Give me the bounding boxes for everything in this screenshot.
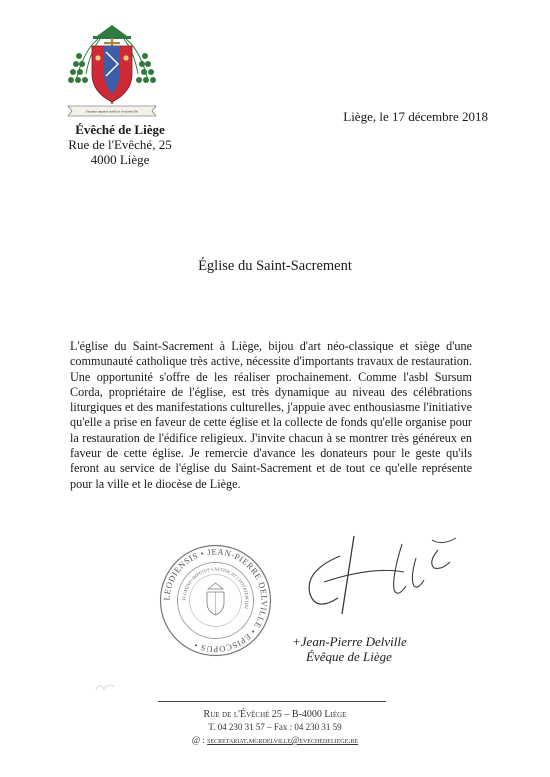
letter-body: L'église du Saint-Sacrement à Liège, bijou d'art néo-classique et siège d'une communauté catholique très active, nécessite d'importants travaux de restauration. Une opportunité s'offre de les réaliser prochainement. Comme l'asbl Sursum Corda, propriétaire de l'église, est très dynamique au niveau des célébrations liturgiques et des manifestations culturelles, j'appuie avec enthousiasme l'initiative qu'elle a prise en faveur de cette église et la collecte de fonds qu'elle organise pour la restauration de l'édifice religieux. J'invite chacun à se montrer très généreux en faveur de cette église. Je remercie d'avance les donateurs pour le geste qu'ils feront au service de l'église du Saint-Sacrement et de tout ce qu'elle représente pour la ville et le diocèse de Liège. (70, 339, 472, 491)
seal-outer-text: LEODIENSIS • JEAN-PIERRE DELVILLE • EPISCOPUS • (161, 546, 270, 655)
footer-email-line (0, 734, 550, 747)
footer-phone: T. 04 230 31 57 – Fax : 04 230 31 59 (208, 722, 342, 732)
coat-of-arms-icon (62, 22, 162, 118)
signer-name: +Jean-Pierre Delville (292, 634, 407, 649)
signature-icon (282, 516, 472, 616)
sender-city: 4000 Liège (90, 152, 150, 167)
sender-block (40, 122, 200, 167)
pencil-mark-icon (94, 680, 118, 694)
letter-subject: Église du Saint-Sacrement (198, 258, 352, 274)
footer-block (0, 708, 550, 747)
sender-street: Rue de l'Evêché, 25 (68, 137, 172, 152)
footer-email-prefix: @ : (191, 735, 208, 745)
footer-address: Rue de l'Évêché 25 – B-4000 Liège (203, 709, 347, 720)
footer-divider (158, 701, 386, 702)
letter-date: Liège, le 17 décembre 2018 (343, 109, 488, 124)
signer-block (292, 634, 407, 664)
motto-text: Fluminis impetus laetificat civitatem Dei (85, 109, 139, 114)
signer-role: Évêque de Liège (306, 649, 392, 664)
sender-name: Évêché de Liège (75, 122, 165, 137)
seal-inner-text: FLUMINIS IMPETUS LAETIFICAT CIVITATEM DEI (181, 566, 250, 610)
footer-email-link[interactable]: secretariat.mgrdelville@evechedeliege.be (207, 735, 359, 745)
episcopal-seal-icon (158, 543, 273, 658)
